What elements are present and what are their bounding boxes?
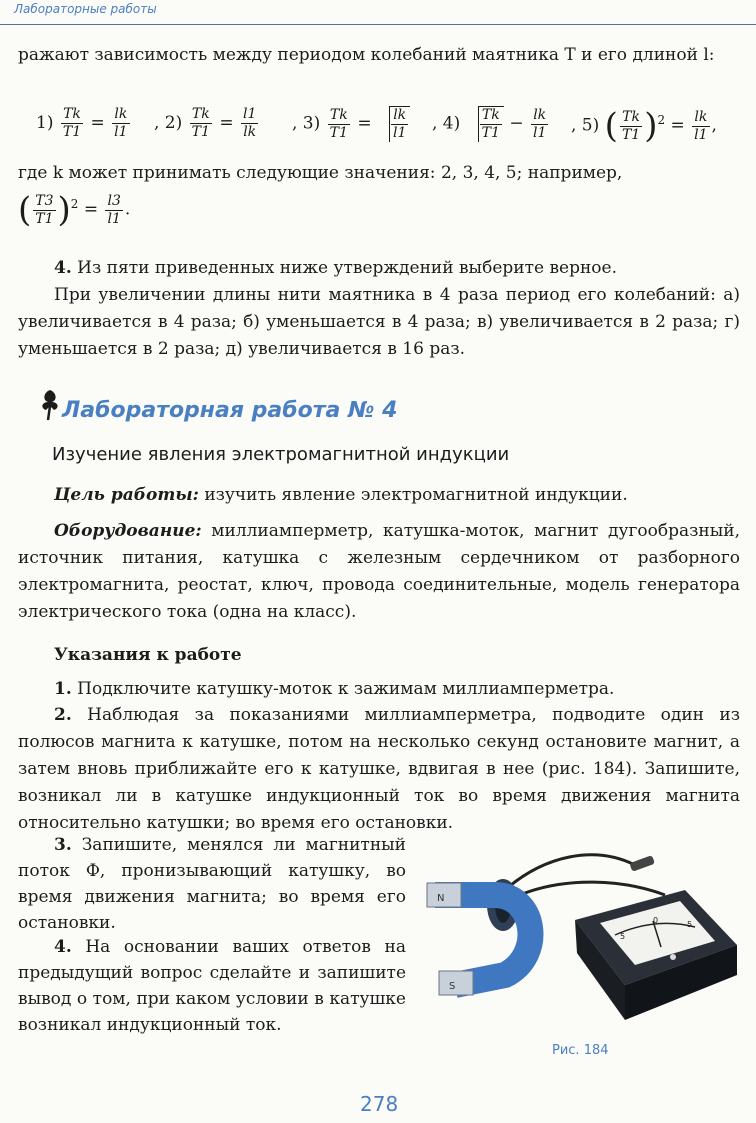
instruction-item: 4. На основании ваших ответов на предыдущий вопрос сделайте и запишите вывод о том, при каком условии в катушке возникал индукционный ток.: [18, 937, 406, 1035]
intro-paragraph: ражают зависимость между периодом колебаний маятника T и его длиной l:: [18, 45, 715, 65]
formula-4: , 4) $\frac{Tk}{T1}$ − $\frac{lk}{l1}$: [432, 106, 547, 141]
flower-icon: [38, 388, 62, 422]
instruction-item: 1. Подключите катушку-моток к зажимам миллиамперметра.: [54, 679, 615, 699]
formula-2: , 2) $\frac{Tk}{T1}$ = $\frac{l1}{lk}$: [154, 106, 257, 140]
running-header: [0, 0, 756, 25]
wires: [505, 855, 665, 897]
instruction-item: 3. Запишите, менялся ли магнитный поток Ф, пронизывающий катушку, во время движения магнита; во время его остановки.: [18, 835, 407, 933]
milliammeter: [575, 890, 737, 1020]
where-paragraph: где k может принимать следующие значения: 2, 3, 4, 5; например,: [18, 163, 623, 183]
page-number: 278: [360, 1092, 399, 1116]
pole-s-label: S: [449, 981, 456, 992]
scale-label: 5: [687, 920, 693, 929]
scale-label: 0: [653, 916, 659, 925]
instruction-item: 2. Наблюдая за показаниями миллиамперметра, подводите один из полюсов магнита к катушке, потом на несколько секунд остановите магнит, а затем вновь приближайте его к катушке, вдвигая в нее (рис. 184). Запишите, возникал ли в катушке индукционный ток во время движения магнита относительно катушки; во время его остановки.: [18, 705, 741, 833]
task4-body: При увеличении длины нити маятника в 4 раза период его колебаний: а) увеличивается в 4 раза; б) уменьшается в 4 раза; в) увеличивается в 2 раза; г) уменьшается в 2 раза; д) увеличивается в 16 раз.: [18, 285, 740, 359]
formula-row: [36, 98, 746, 158]
lab-title: Лабораторная работа № 4: [62, 398, 398, 423]
formula-1: 1) $\frac{Tk}{T1}$ = $\frac{lk}{l1}$: [36, 106, 128, 140]
task4-statement: 4. Из пяти приведенных ниже утверждений выберите верное.: [54, 258, 618, 278]
scale-label: 5: [620, 932, 626, 941]
figure-caption: Рис. 184: [552, 1043, 609, 1058]
figure-184: [425, 835, 743, 1045]
goal-paragraph: Цель работы: изучить явление электромагнитной индукции.: [54, 485, 628, 505]
running-title: Лабораторные работы: [14, 2, 157, 16]
formula-3: , 3) $\frac{Tk}{T1}$ = $\frac{lk}{l1}$: [292, 106, 410, 142]
formula-5: , 5) ( $\frac{Tk}{T1}$ )$^2$ = $\frac{lk}{l1}$ ,: [571, 106, 717, 146]
pole-n-label: N: [437, 893, 445, 904]
example-formula: ( $\frac{T3}{T1}$ )$^2$ = $\frac{l3}{l1}$ .: [18, 190, 131, 230]
equipment-paragraph: Оборудование: миллиамперметр, катушка-моток, магнит дугообразный, источник питания, катушка с железным сердечником от разборного электромагнита, реостат, ключ, провода соединительные, модель генератора электрического тока (одна на класс).: [18, 521, 741, 622]
instructions-heading: Указания к работе: [54, 645, 242, 665]
horseshoe-magnet: [427, 883, 530, 995]
lab-subtitle: Изучение явления электромагнитной индукции: [52, 444, 510, 465]
